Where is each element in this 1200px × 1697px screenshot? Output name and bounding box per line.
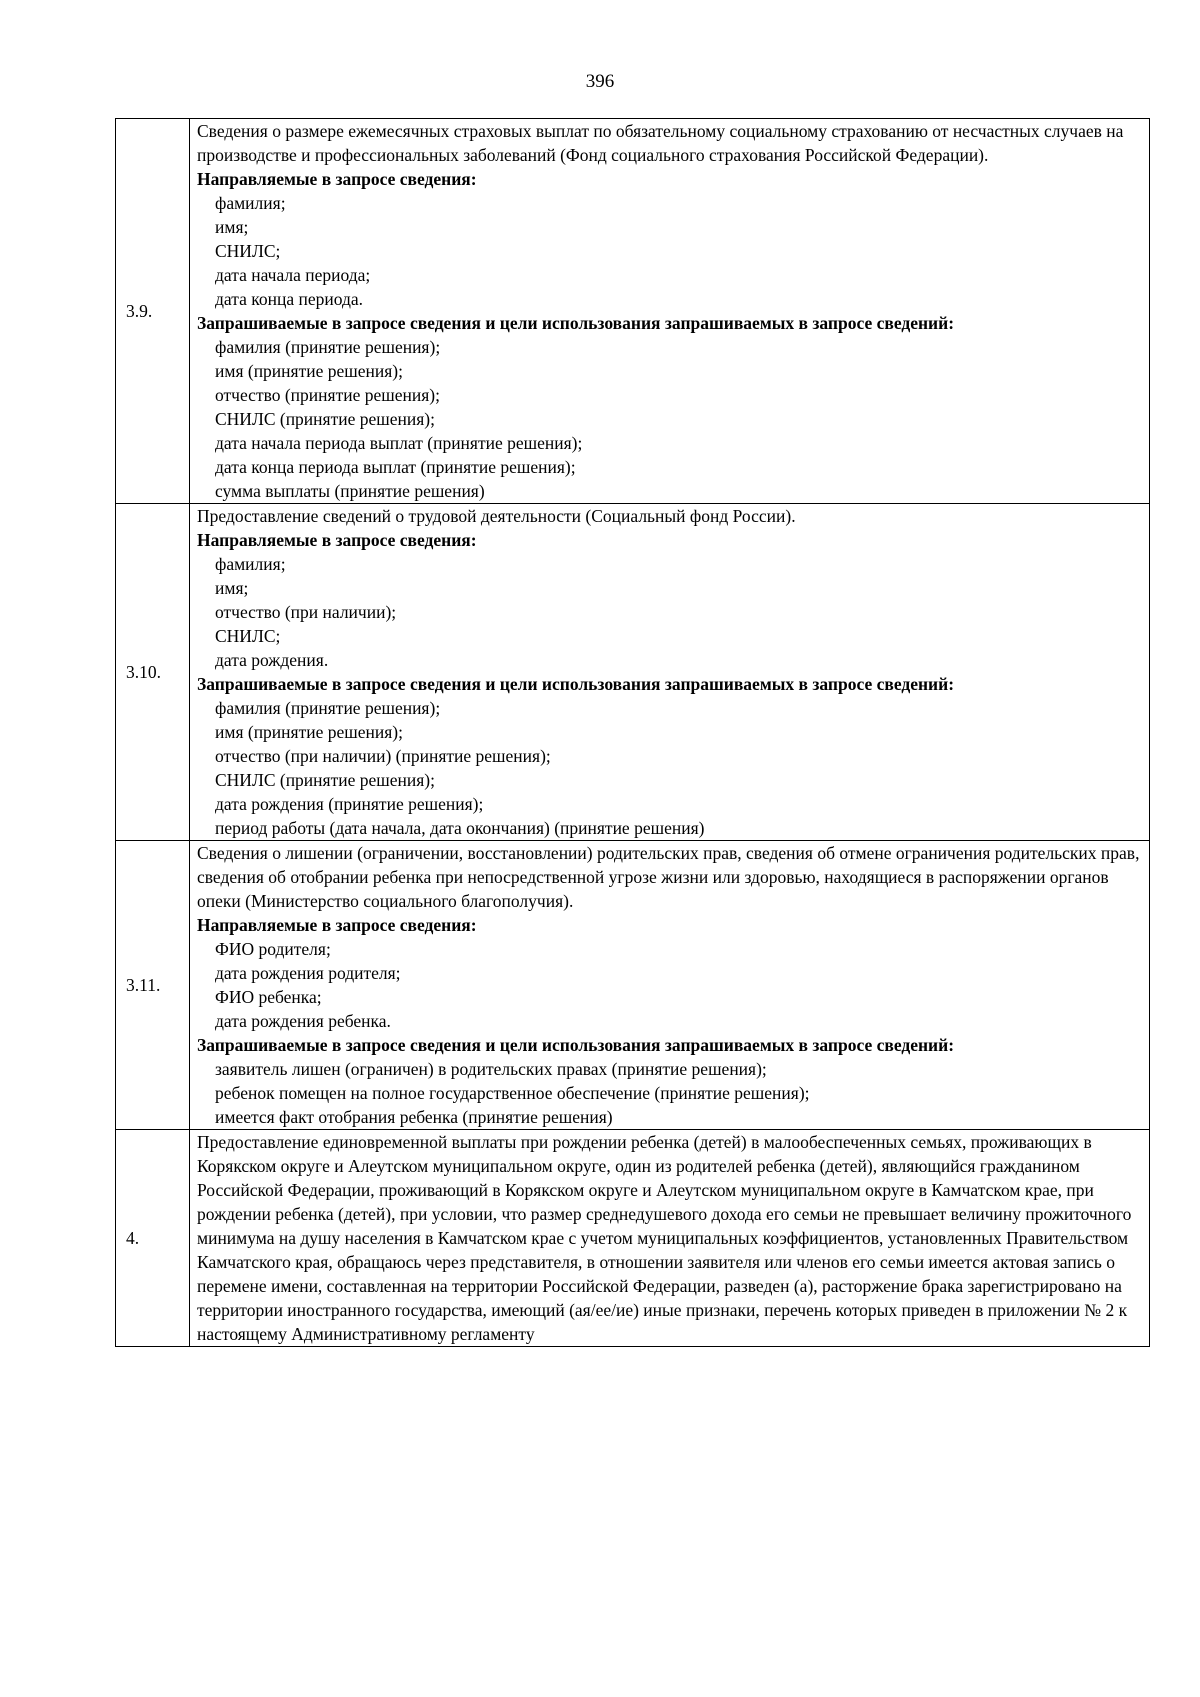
sent-heading: Направляемые в запросе сведения:: [197, 530, 477, 550]
list-item: имя;: [215, 578, 249, 598]
row-number: 3.9.: [116, 119, 190, 504]
list-item: отчество (принятие решения);: [215, 385, 440, 405]
row-description: Сведения о лишении (ограничении, восстановлении) родительских прав, сведения об отмене ограничения родительских прав, сведения об отобрании ребенка при непосредственной угрозе жизни или здоровью, находящиеся в распоряжении органов опеки (Министерство социального благополучия).: [197, 843, 1140, 911]
list-item: СНИЛС;: [215, 626, 281, 646]
row-number: 4.: [116, 1130, 190, 1347]
table-row: [116, 504, 1150, 841]
row-number: 3.10.: [116, 504, 190, 841]
list-item: фамилия (принятие решения);: [215, 698, 441, 718]
list-item: дата рождения (принятие решения);: [215, 794, 484, 814]
row-description: Сведения о размере ежемесячных страховых выплат по обязательному социальному страхованию от несчастных случаев на производстве и профессиональных заболеваний (Фонд социального страхования Российской Федерации).: [197, 121, 1124, 165]
table-row: [116, 119, 1150, 504]
document-table: [115, 118, 1150, 1347]
list-item: сумма выплаты (принятие решения): [215, 481, 485, 501]
page-number: 396: [585, 71, 615, 92]
list-item: период работы (дата начала, дата окончания) (принятие решения): [215, 818, 705, 838]
list-item: имя (принятие решения);: [215, 722, 403, 742]
list-item: отчество (при наличии);: [215, 602, 397, 622]
list-item: имя (принятие решения);: [215, 361, 403, 381]
list-item: дата начала периода выплат (принятие решения);: [215, 433, 583, 453]
list-item: СНИЛС;: [215, 241, 281, 261]
list-item: СНИЛС (принятие решения);: [215, 409, 435, 429]
list-item: имя;: [215, 217, 249, 237]
sent-heading: Направляемые в запросе сведения:: [197, 915, 477, 935]
requested-heading: Запрашиваемые в запросе сведения и цели использования запрашиваемых в запросе сведений:: [197, 313, 955, 333]
list-item: имеется факт отобрания ребенка (принятие решения): [215, 1107, 613, 1127]
list-item: отчество (при наличии) (принятие решения);: [215, 746, 551, 766]
row-description: Предоставление единовременной выплаты при рождении ребенка (детей) в малообеспеченных семьях, проживающих в Корякском округе и Алеутском муниципальном округе, один из родителей ребенка (детей), являющийся гражданином Российской Федерации, проживающий в Корякском округе и Алеутском муниципальном округе в Камчатском крае, при рождении ребенка (детей), при условии, что размер среднедушевого дохода его семьи не превышает величину прожиточного минимума на душу населения в Камчатском крае с учетом муниципальных коэффициентов, установленных Правительством Камчатского края, обращаюсь через представителя, в отношении заявителя или членов его семьи имеется актовая запись о перемене имени, составленная на территории Российской Федерации, разведен (а), расторжение брака зарегистрировано на территории иностранного государства, имеющий (ая/ее/ие) иные признаки, перечень которых приведен в приложении № 2 к настоящему Административному регламенту: [197, 1132, 1132, 1344]
row-content: [190, 119, 1150, 504]
row-content: [190, 504, 1150, 841]
list-item: дата рождения ребенка.: [215, 1011, 391, 1031]
sent-heading: Направляемые в запросе сведения:: [197, 169, 477, 189]
row-content: [190, 1130, 1150, 1347]
list-item: заявитель лишен (ограничен) в родительских правах (принятие решения);: [215, 1059, 767, 1079]
list-item: фамилия;: [215, 554, 286, 574]
list-item: ФИО родителя;: [215, 939, 331, 959]
list-item: ребенок помещен на полное государственное обеспечение (принятие решения);: [215, 1083, 810, 1103]
list-item: дата рождения.: [215, 650, 329, 670]
requested-heading: Запрашиваемые в запросе сведения и цели использования запрашиваемых в запросе сведений:: [197, 1035, 955, 1055]
list-item: ФИО ребенка;: [215, 987, 322, 1007]
list-item: дата конца периода.: [215, 289, 363, 309]
requested-heading: Запрашиваемые в запросе сведения и цели использования запрашиваемых в запросе сведений:: [197, 674, 955, 694]
list-item: фамилия (принятие решения);: [215, 337, 441, 357]
row-number: 3.11.: [116, 841, 190, 1130]
row-content: [190, 841, 1150, 1130]
list-item: дата начала периода;: [215, 265, 371, 285]
list-item: дата конца периода выплат (принятие решения);: [215, 457, 576, 477]
list-item: фамилия;: [215, 193, 286, 213]
list-item: дата рождения родителя;: [215, 963, 401, 983]
table-row: [116, 1130, 1150, 1347]
row-description: Предоставление сведений о трудовой деятельности (Социальный фонд России).: [197, 506, 796, 526]
table-row: [116, 841, 1150, 1130]
list-item: СНИЛС (принятие решения);: [215, 770, 435, 790]
